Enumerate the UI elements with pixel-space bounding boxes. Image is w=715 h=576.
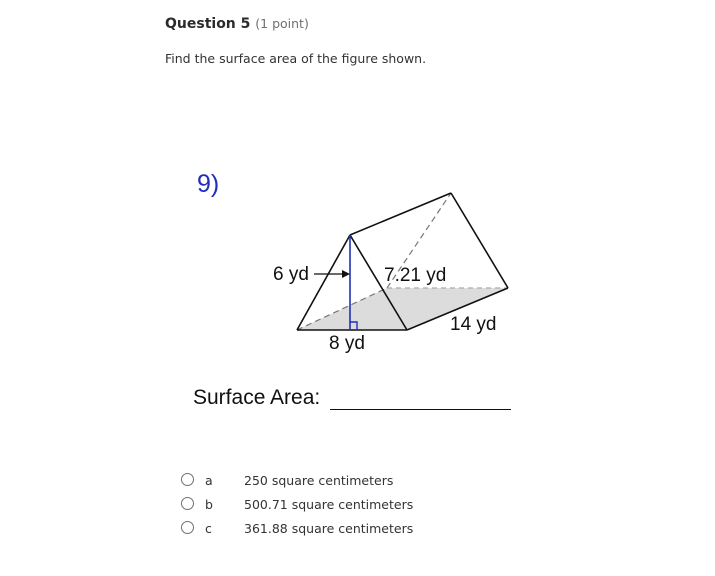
question-title: Question 5 (165, 16, 251, 32)
radio-a[interactable] (181, 473, 194, 486)
option-letter: a (205, 472, 213, 488)
surface-area-blank (330, 409, 511, 410)
slant-label: 7.21 yd (384, 265, 447, 286)
height-arrow-head (342, 270, 350, 278)
question-prompt: Find the surface area of the figure shown. (165, 51, 427, 66)
option-a[interactable] (181, 468, 413, 492)
edge-back-right (451, 193, 508, 288)
problem-number: 9) (197, 170, 220, 198)
surface-area-label: Surface Area: (193, 386, 321, 409)
option-letter: c (205, 520, 212, 536)
option-b[interactable] (181, 492, 413, 516)
length-label: 14 yd (450, 314, 497, 335)
option-text: 250 square centimeters (244, 472, 394, 488)
option-letter: b (205, 496, 213, 512)
option-text: 361.88 square centimeters (244, 520, 414, 536)
radio-b[interactable] (181, 497, 194, 510)
option-c[interactable] (181, 516, 413, 540)
question-points: (1 point) (255, 16, 309, 31)
height-label: 6 yd (273, 264, 309, 285)
edge-top-ridge (350, 193, 451, 235)
answer-options (181, 468, 413, 540)
option-text: 500.71 square centimeters (244, 496, 414, 512)
base-label: 8 yd (329, 333, 365, 354)
radio-c[interactable] (181, 521, 194, 534)
